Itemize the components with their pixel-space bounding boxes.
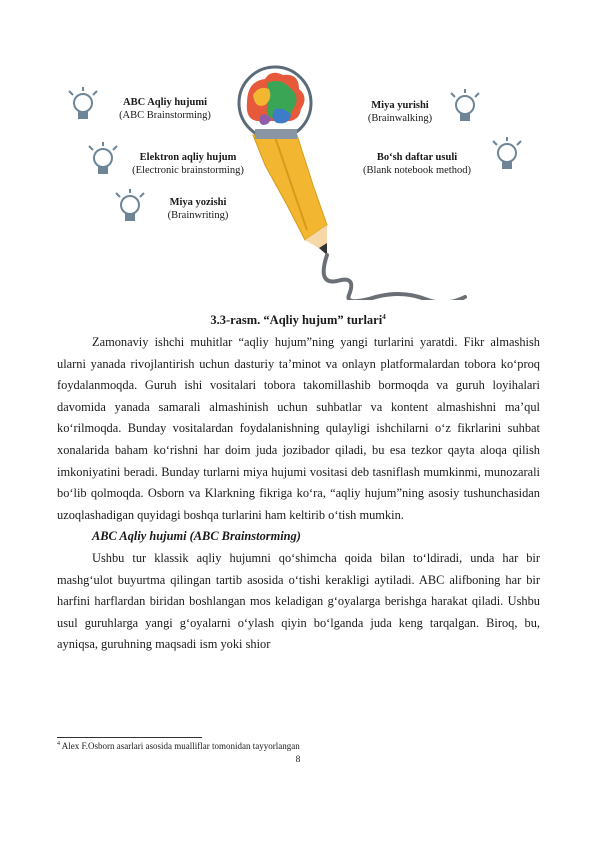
label-blank-notebook-method: Bo‘sh daftar usuli (Blank notebook method) bbox=[363, 152, 471, 176]
lamp-icon bbox=[451, 89, 479, 120]
lamp-icon bbox=[116, 189, 144, 220]
caption-text: 3.3-rasm. “Aqliy hujum” turlari bbox=[210, 313, 383, 328]
lamp-icon bbox=[493, 137, 521, 168]
label-brainwalking: Miya yurishi (Brainwalking) bbox=[367, 100, 433, 124]
brain-bulb bbox=[239, 67, 311, 139]
pencil bbox=[253, 129, 327, 255]
lamp-icon bbox=[69, 87, 97, 118]
paragraph: Ushbu tur klassik aqliy hujumni qo‘shimcha qoida bilan to‘ldiradi, unda har bir mashg‘ulot buyurtma qilingan tartib asosida o‘tishi kerakligi aytiladi. ABC alifboning har bir harfini harflardan biridan boshlangan mos keladigan g‘oyalarga berishga harakat qiladi. Ushbu usul guruhlarga yangi g‘oyalarni o‘ylash qiyin bo‘lganda juda keng tarqalgan. Biroq, bu, ayniqsa, guruhning maqsadi ism yoki shior bbox=[57, 550, 540, 652]
label-abc-brainstorming: ABC Aqliy hujumi (ABC Brainstorming) bbox=[119, 97, 211, 121]
label-electronic-brainstorming: Elektron aqliy hujum (Electronic brainstorming) bbox=[132, 152, 244, 176]
paragraph: Zamonaviy ishchi muhitlar “aqliy hujum”ning yangi turlarini yaratdi. Fikr almashish ularni yanada rivojlantirish uchun dasturiy ta’minot va onlayn platformalardan tobora ko‘proq foydalanmoqda. Guruh ishi vositalari tobora takomillashib bormoqda va guruh loyihalari davomida yanada samarali almashinish uchun suhbatlar va kontent almashishni ma’qul ko‘rilmoqda. Bunday vositalardan foydalanishning qulayligi ishchilarni o‘z fikrlarini suhbat xonalarida baham ko‘rishni har doim juda jozibador qiladi, bu esa tezkor qayta aloqa qilish imkoniyatini beradi. Bunday turlarni miya hujumi vositasi deb tasniflash mumkinmi, munozarali bo‘lib qolmoqda. Osborn va Klarkning fikriga ko‘ra, “aqliy hujum”ning asosiy tushunchasidan uzoqlashadigan quyidagi boshqa turlarini ham keltirib o‘tish mumkin. bbox=[57, 335, 540, 522]
squiggle-line bbox=[324, 255, 465, 300]
footnote-text: Alex F.Osborn asarlari asosida mualliflar tomonidan tayyorlangan bbox=[60, 741, 300, 751]
page-number: 8 bbox=[295, 755, 301, 765]
caption-footnote-ref: 4 bbox=[382, 313, 386, 321]
brainstorming-figure bbox=[55, 65, 545, 300]
figure-caption bbox=[0, 313, 596, 328]
lamp-icon bbox=[89, 142, 117, 173]
section-heading: ABC Aqliy hujumi (ABC Brainstorming) bbox=[92, 529, 301, 544]
footnote bbox=[57, 741, 300, 751]
footnote-number: 4 bbox=[57, 741, 60, 747]
footnote-divider bbox=[57, 737, 202, 738]
body-text bbox=[57, 332, 540, 656]
label-brainwriting: Miya yozishi (Brainwriting) bbox=[167, 197, 229, 221]
